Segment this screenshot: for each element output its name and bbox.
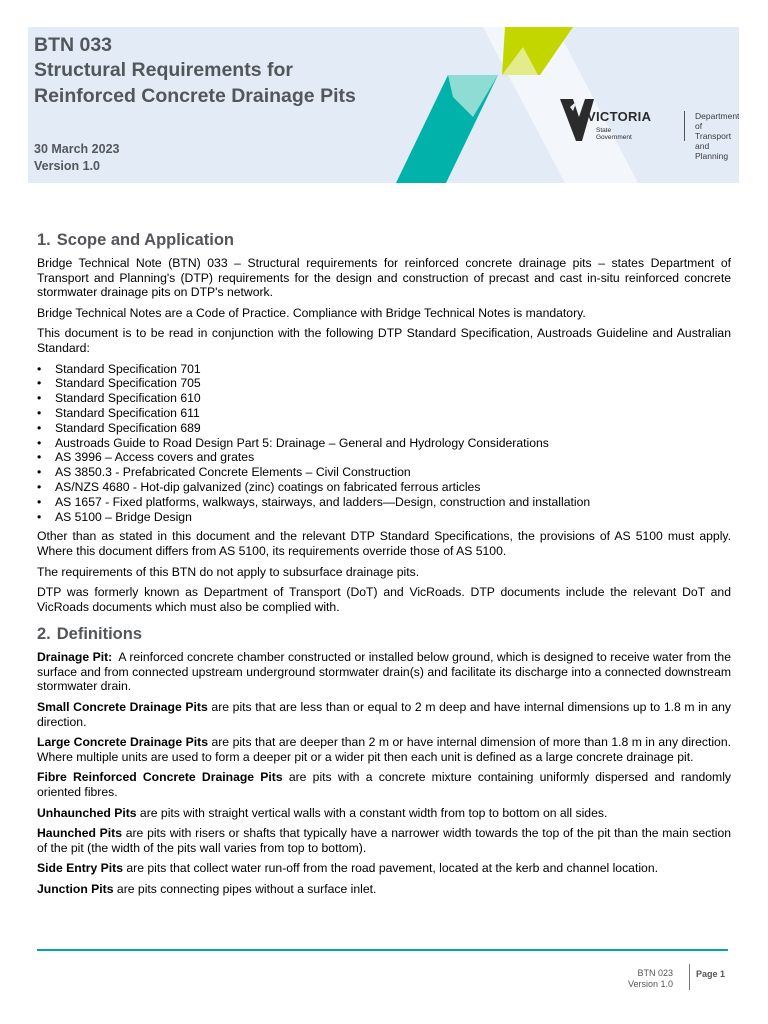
doc-version: Version 1.0 (34, 159, 101, 173)
definitions-list (37, 650, 735, 897)
bullet-icon: • (37, 509, 42, 524)
reference-list-item (37, 450, 731, 465)
reference-list-item (37, 510, 731, 525)
definition-text: are pits that are deeper than 2 m or have internal dimension of more than 1.8 m in any direction. Where multiple units are used to form a deeper pit or a wider pit then each unit is defined as a large concrete drainage pit. (37, 735, 735, 764)
reference-list-item (37, 362, 731, 377)
scope-paragraph-2: Bridge Technical Notes are a Code of Practice. Compliance with Bridge Technical Notes is mandatory. (37, 305, 586, 320)
logo-divider (684, 111, 685, 141)
doc-date: 30 March 2023 (34, 142, 120, 156)
definition-term: Haunched Pits (37, 826, 122, 841)
definition-paragraph (37, 770, 735, 800)
footer-version: Version 1.0 (627, 979, 673, 989)
bullet-icon: • (37, 494, 42, 509)
definition-text: are pits with risers or shafts that typically have a narrower width towards the top of the pit than the main section of the pit (the width of the pits wall varies from top to bottom). (37, 826, 735, 855)
reference-list (37, 362, 731, 525)
definition-term: Unhaunched Pits (37, 805, 137, 820)
reference-list-item (37, 436, 731, 451)
reference-text: Austroads Guide to Road Design Part 5: Drainage – General and Hydrology Considerations (55, 435, 549, 450)
doc-title-line-2: Reinforced Concrete Drainage Pits (34, 85, 356, 107)
definition-term: Side Entry Pits (37, 861, 124, 876)
reference-text: Standard Specification 611 (55, 405, 200, 420)
reference-text: AS 5100 – Bridge Design (55, 509, 192, 524)
bullet-icon: • (37, 450, 42, 465)
bullet-icon: • (37, 479, 42, 494)
scope-paragraph-6: DTP was formerly known as Department of Transport (DoT) and VicRoads. DTP documents include the relevant DoT and VicRoads documents which must also be complied with. (37, 585, 731, 614)
section-2-number: 2. (37, 625, 51, 644)
definition-paragraph (37, 700, 735, 729)
scope-paragraph-5: The requirements of this BTN do not apply to subsurface drainage pits. (37, 564, 420, 579)
reference-text: AS 3996 – Access covers and grates (55, 450, 255, 465)
reference-list-item (37, 376, 731, 391)
definition-term: Large Concrete Drainage Pits (37, 735, 208, 750)
definition-term: Fibre Reinforced Concrete Drainage Pits (37, 770, 283, 785)
bullet-icon: • (37, 391, 42, 406)
reference-text: Standard Specification 701 (55, 361, 201, 376)
doc-code: BTN 033 (34, 34, 113, 56)
reference-text: AS 3850.3 - Prefabricated Concrete Elements – Civil Construction (55, 465, 411, 480)
reference-text: Standard Specification 705 (55, 376, 201, 391)
victoria-government-logo (560, 97, 739, 161)
document-title-block (34, 33, 356, 109)
logo-state-government: State Government (596, 127, 632, 141)
logo-department-text: Department of Transport and Planning (695, 111, 739, 161)
section-1-heading (37, 230, 731, 250)
bullet-icon: • (37, 435, 42, 450)
reference-list-item (37, 406, 731, 421)
document-body (37, 230, 735, 903)
section-1-number: 1. (37, 231, 51, 249)
doc-title-line-1: Structural Requirements for (34, 59, 293, 81)
bullet-icon: • (37, 405, 42, 420)
footer-rule (37, 949, 728, 951)
definition-paragraph (37, 861, 731, 876)
bullet-icon: • (37, 420, 42, 435)
footer-divider (689, 964, 690, 990)
reference-list-item (37, 391, 731, 406)
reference-list-item (37, 480, 731, 495)
definition-text: A reinforced concrete chamber constructed or installed below ground, which is designed to receive water from the surface and from connected upstream underground stormwater drain(s) and facilitate its discharge into a connected downstream stormwater drain. (37, 650, 735, 694)
section-1-title: Scope and Application (56, 231, 235, 249)
definition-paragraph (37, 735, 735, 764)
section-2-title: Definitions (56, 625, 143, 644)
reference-text: Standard Specification 610 (55, 391, 201, 406)
footer-doc-code: BTN 023 (637, 968, 673, 978)
definition-paragraph (37, 882, 731, 897)
scope-paragraph-1: Bridge Technical Note (BTN) 033 – Structural requirements for reinforced concrete drainage pits – states Department of Transport and Planning's (DTP) requirements for the design and construction of precast and cast in-situ reinforced concrete stormwater drainage pits on DTP's network. (37, 256, 731, 300)
definition-paragraph (37, 806, 731, 821)
reference-list-item (37, 495, 731, 510)
definition-text: are pits with straight vertical walls with a constant width from top to bottom on all sides. (136, 805, 608, 820)
header-banner (28, 27, 739, 183)
scope-paragraph-4: Other than as stated in this document and the relevant DTP Standard Specifications, the provisions of AS 5100 must apply. Where this document differs from AS 5100, its requirements override those of AS 5100. (37, 529, 731, 558)
definition-term: Small Concrete Drainage Pits (37, 700, 208, 715)
bullet-icon: • (37, 465, 42, 480)
definition-text: are pits connecting pipes without a surface inlet. (113, 882, 377, 897)
definition-paragraph (37, 650, 735, 694)
footer-document-info (600, 968, 673, 990)
bullet-icon: • (37, 376, 42, 391)
definition-text: are pits that collect water run-off from the road pavement, located at the kerb and channel location. (123, 861, 658, 876)
definition-text: are pits with a concrete mixture containing uniformly dispersed and randomly oriented fibres. (37, 770, 735, 800)
scope-paragraph-3: This document is to be read in conjunction with the following DTP Standard Specification, Austroads Guideline and Australian Standard: (37, 326, 731, 355)
reference-text: Standard Specification 689 (55, 420, 201, 435)
reference-list-item (37, 421, 731, 436)
document-meta (34, 141, 119, 175)
definition-text: are pits that are less than or equal to 2 m deep and have internal dimensions up to 1.8 m in any direction. (37, 700, 735, 729)
section-2-heading (37, 624, 731, 644)
bullet-icon: • (37, 361, 42, 376)
footer-page-number: Page 1 (696, 969, 726, 979)
definition-term: Drainage Pit: (37, 650, 113, 665)
reference-text: AS/NZS 4680 - Hot-dip galvanized (zinc) coatings on fabricated ferrous articles (55, 479, 481, 494)
definition-term: Junction Pits (37, 882, 114, 897)
definition-paragraph (37, 826, 735, 855)
reference-list-item (37, 465, 731, 480)
reference-text: AS 1657 - Fixed platforms, walkways, stairways, and ladders—Design, construction and installation (55, 494, 591, 509)
logo-victoria-text: VICTORIA (587, 109, 652, 124)
